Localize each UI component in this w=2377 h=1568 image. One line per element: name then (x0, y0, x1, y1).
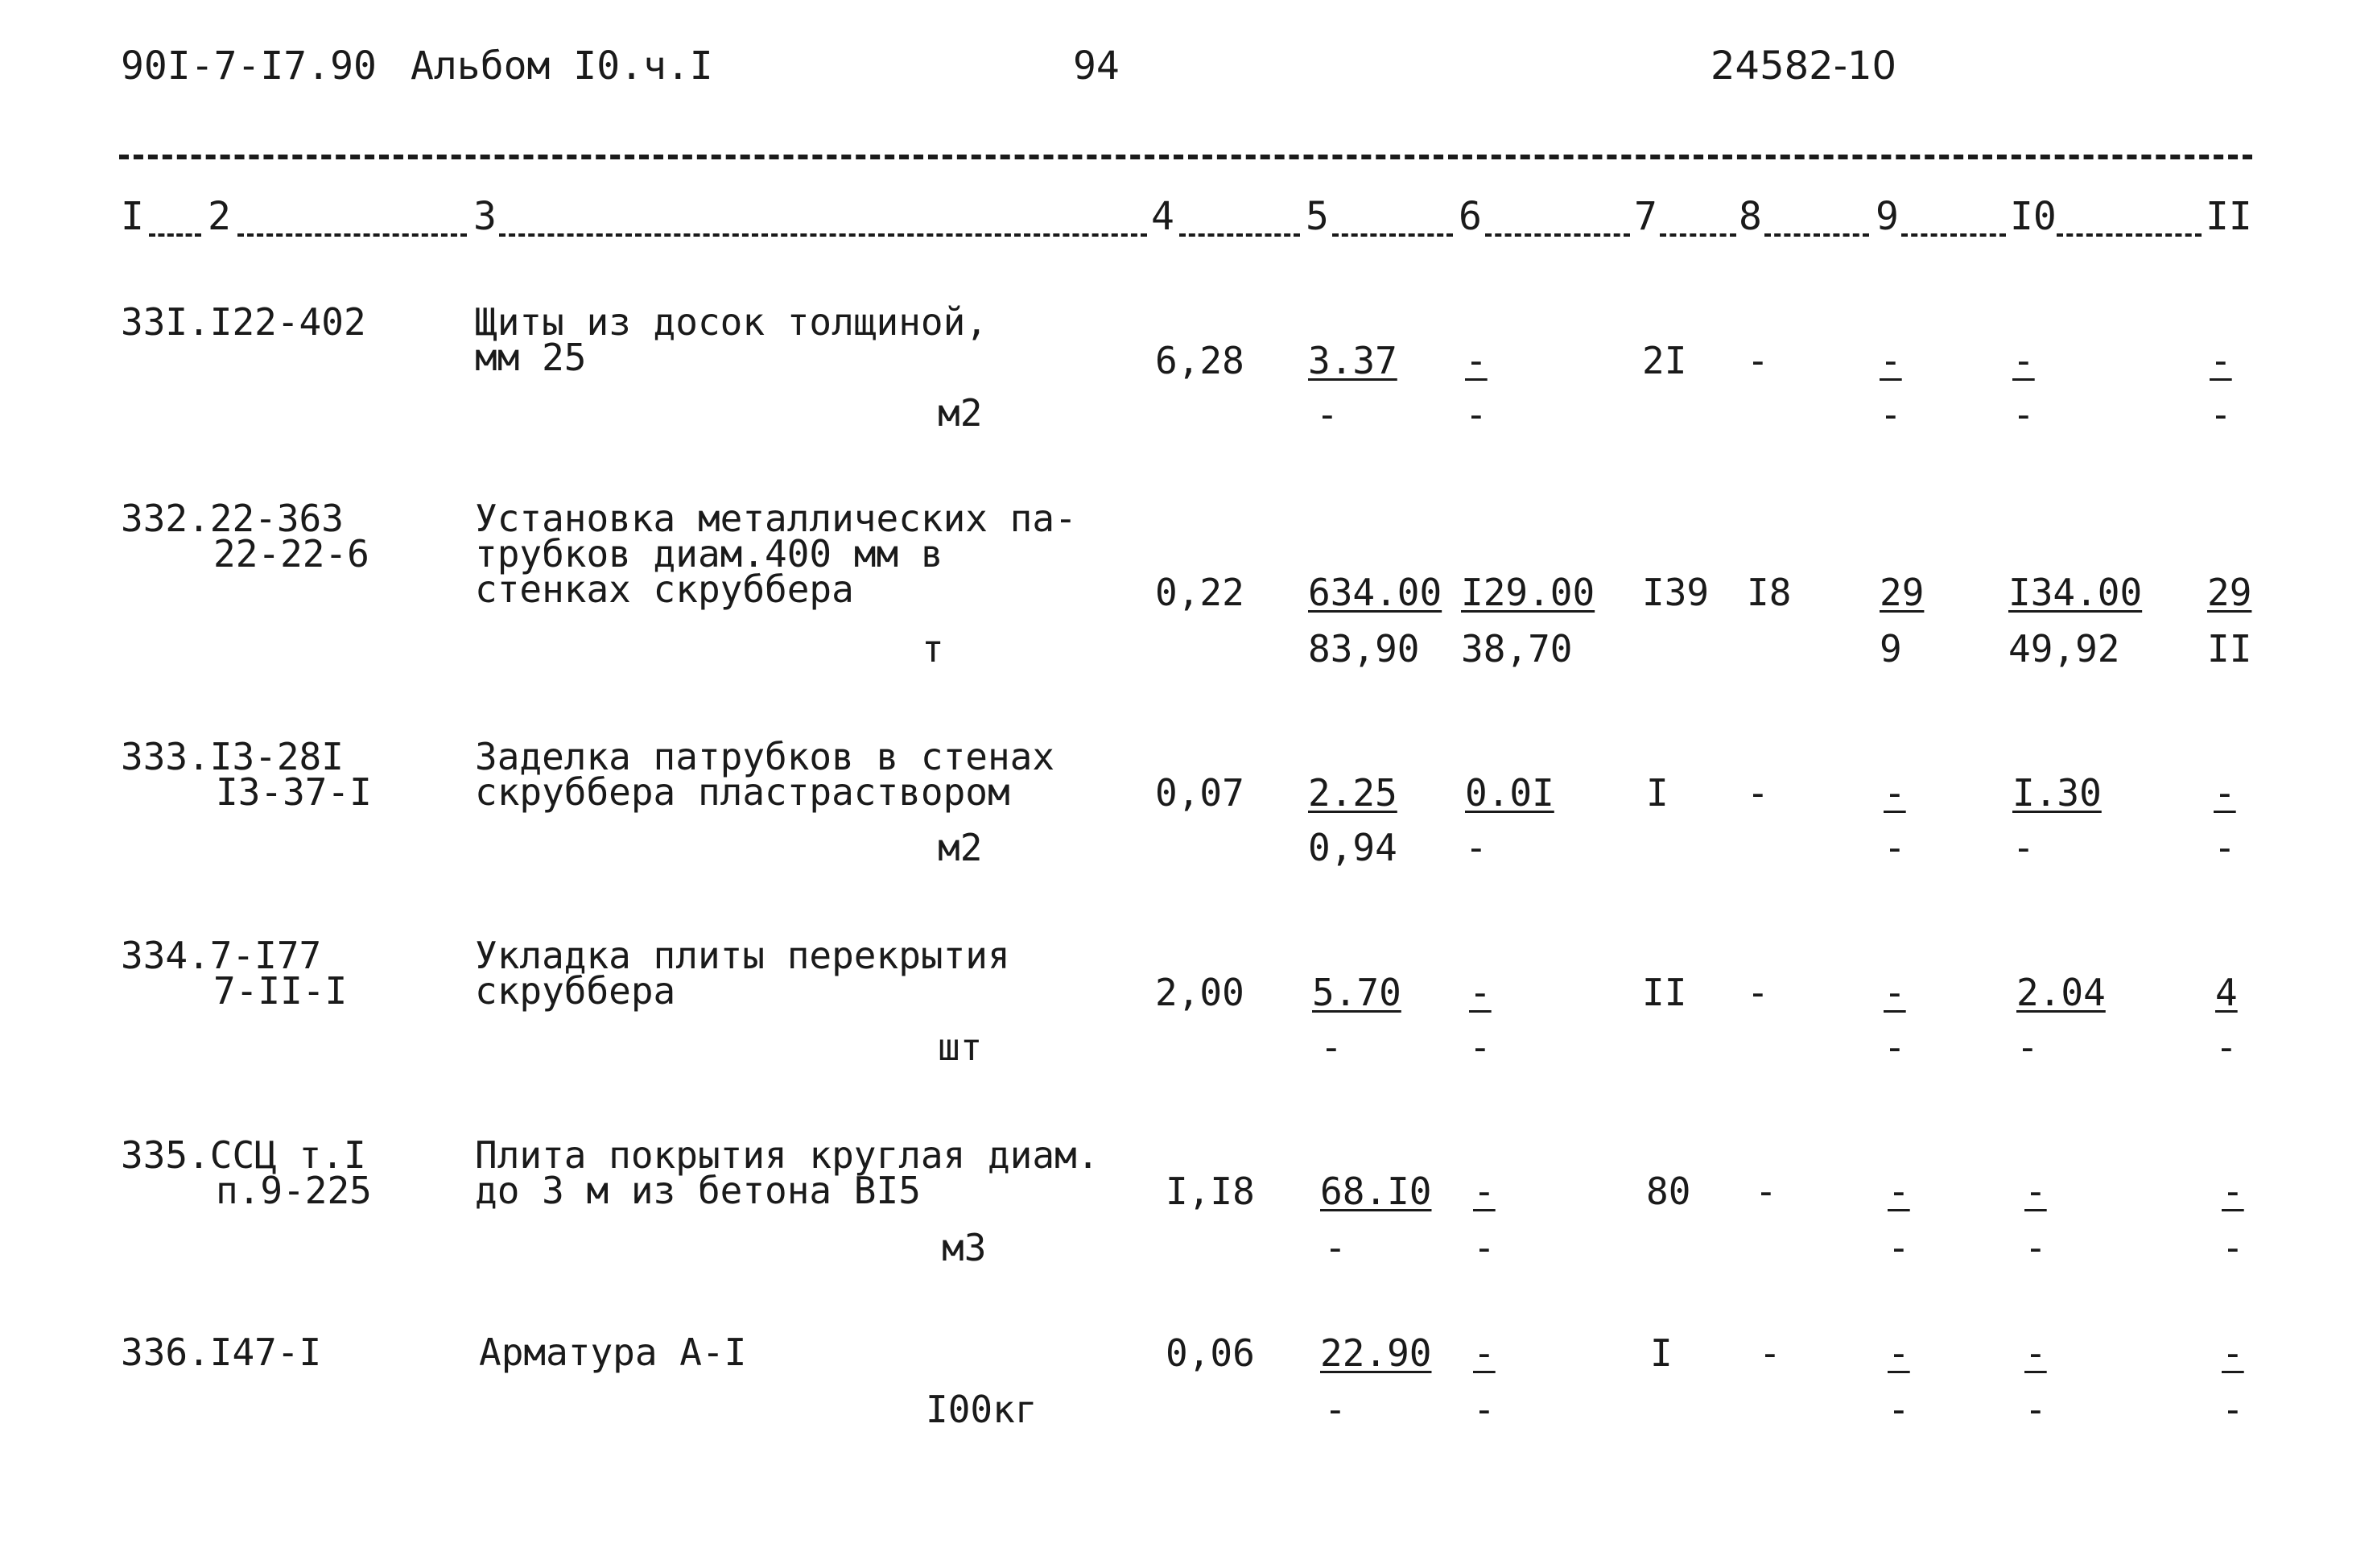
unit-of-measure: м2 (938, 826, 983, 869)
col8-value: - (1755, 1170, 1777, 1213)
item-description: скруббера пластраствором (475, 770, 1010, 814)
cost-sub-value: 0,94 (1308, 826, 1397, 869)
col10-value: - (2024, 1170, 2047, 1213)
col9-value: - (1888, 1331, 1910, 1375)
header-rule (119, 155, 2252, 159)
item-description: Плита покрытия круглая диам. (475, 1133, 1100, 1177)
col6-sub-value: 38,70 (1461, 627, 1573, 671)
cost-value: 5.70 (1312, 971, 1401, 1014)
col11-value: 29 (2207, 571, 2252, 614)
col10-value: I.30 (2012, 771, 2102, 815)
cost-value: 634.00 (1308, 571, 1442, 614)
item-description: скруббера (475, 969, 676, 1013)
col6-value: - (1473, 1331, 1496, 1375)
col10-sub-value: - (2012, 826, 2035, 869)
quantity-value: 6,28 (1155, 339, 1244, 382)
col7-value: 2I (1642, 339, 1687, 382)
col9-sub-value: - (1880, 393, 1902, 436)
cost-value: 2.25 (1308, 771, 1397, 815)
col7-value: I (1650, 1331, 1673, 1375)
col10-sub-value: - (2024, 1226, 2047, 1269)
col9-value: 29 (1880, 571, 1925, 614)
col10-sub-value: - (2024, 1388, 2047, 1431)
col6-sub-value: - (1465, 826, 1488, 869)
item-code: 22-22-6 (213, 532, 369, 576)
col6-value: - (1465, 339, 1488, 382)
cost-value: 3.37 (1308, 339, 1397, 382)
col10-sub-value: - (2016, 1025, 2039, 1069)
col8-value: - (1747, 771, 1769, 815)
item-code: п.9-225 (216, 1169, 372, 1212)
cost-sub-value: - (1324, 1388, 1347, 1431)
col-head-2: 2 (208, 194, 231, 239)
item-description: Арматура А-I (479, 1331, 747, 1374)
quantity-value: 2,00 (1155, 971, 1244, 1014)
col11-value: - (2222, 1331, 2244, 1375)
item-description: стенках скруббера (475, 567, 854, 611)
col10-sub-value: - (2012, 393, 2035, 436)
document-code: 90I-7-I7.90 (121, 43, 377, 89)
col8-value: - (1759, 1331, 1781, 1375)
col10-sub-value: 49,92 (2008, 627, 2120, 671)
item-description: до 3 м из бетона BI5 (475, 1169, 921, 1212)
page-number: 94 (1073, 43, 1120, 89)
cost-sub-value: - (1320, 1025, 1343, 1069)
col11-sub-value: - (2222, 1226, 2244, 1269)
col11-value: - (2210, 339, 2232, 382)
col-head-dash (1332, 233, 1453, 237)
col-head-8: 8 (1739, 194, 1762, 239)
col6-value: - (1473, 1170, 1496, 1213)
col11-value: 4 (2215, 971, 2238, 1014)
unit-of-measure: I00кг (926, 1388, 1038, 1431)
col7-value: I (1646, 771, 1669, 815)
cost-sub-value: 83,90 (1308, 627, 1420, 671)
quantity-value: I,I8 (1166, 1170, 1255, 1213)
col6-value: 0.0I (1465, 771, 1554, 815)
item-code: 332.22-363 (121, 497, 344, 540)
col-head-dash (237, 233, 467, 237)
cost-value: 22.90 (1320, 1331, 1432, 1375)
col9-sub-value: - (1888, 1226, 1910, 1269)
col9-sub-value: - (1884, 1025, 1906, 1069)
col8-value: - (1747, 339, 1769, 382)
item-code: 336.I47-I (121, 1331, 322, 1374)
col-head-10: I0 (2010, 194, 2057, 239)
col8-value: - (1747, 971, 1769, 1014)
col9-value: - (1888, 1170, 1910, 1213)
col-head-3: 3 (473, 194, 497, 239)
item-description: мм 25 (475, 336, 587, 379)
cost-sub-value: - (1316, 393, 1339, 436)
col-head-dash (1660, 233, 1736, 237)
col6-value: I29.00 (1461, 571, 1595, 614)
col-head-5: 5 (1306, 194, 1329, 239)
cost-sub-value: - (1324, 1226, 1347, 1269)
col7-value: 80 (1646, 1170, 1691, 1213)
col6-sub-value: - (1465, 393, 1488, 436)
unit-of-measure: м3 (942, 1226, 987, 1269)
col10-value: 2.04 (2016, 971, 2106, 1014)
col7-value: I39 (1642, 571, 1710, 614)
col9-value: - (1880, 339, 1902, 382)
col-head-1: I (121, 194, 144, 239)
col-head-dash (2057, 233, 2202, 237)
album-label: Альбом I0.ч.I (411, 43, 713, 89)
col6-sub-value: - (1473, 1388, 1496, 1431)
item-description: Установка металлических па- (475, 497, 1077, 540)
col-head-dash (499, 233, 1147, 237)
col11-sub-value: - (2215, 1025, 2238, 1069)
cost-value: 68.I0 (1320, 1170, 1432, 1213)
item-description: Заделка патрубков в стенах (475, 735, 1055, 778)
item-code: 335.ССЦ т.I (121, 1133, 366, 1177)
item-code: I3-37-I (216, 770, 372, 814)
col-head-7: 7 (1634, 194, 1657, 239)
item-code: 333.I3-28I (121, 735, 344, 778)
col-head-6: 6 (1459, 194, 1482, 239)
col6-sub-value: - (1469, 1025, 1492, 1069)
quantity-value: 0,06 (1166, 1331, 1255, 1375)
unit-of-measure: шт (938, 1025, 983, 1069)
inventory-number: 24582-10 (1711, 43, 1897, 89)
item-description: трубков диам.400 мм в (475, 532, 943, 576)
col10-value: - (2024, 1331, 2047, 1375)
col11-value: - (2214, 771, 2236, 815)
item-code: 33I.I22-402 (121, 300, 366, 344)
col9-sub-value: - (1884, 826, 1906, 869)
col-head-dash (1485, 233, 1630, 237)
col-head-11: II (2206, 194, 2252, 239)
item-description: Щиты из досок толщиной, (475, 300, 988, 344)
quantity-value: 0,22 (1155, 571, 1244, 614)
quantity-value: 0,07 (1155, 771, 1244, 815)
col8-value: I8 (1747, 571, 1792, 614)
col-head-4: 4 (1151, 194, 1174, 239)
unit-of-measure: т (922, 627, 944, 671)
col9-sub-value: - (1888, 1388, 1910, 1431)
col-head-dash (1179, 233, 1300, 237)
col11-sub-value: - (2210, 393, 2232, 436)
col6-value: - (1469, 971, 1492, 1014)
col11-sub-value: - (2222, 1388, 2244, 1431)
col-head-dash (1901, 233, 2006, 237)
col11-value: - (2222, 1170, 2244, 1213)
item-description: Укладка плиты перекрытия (475, 934, 1010, 977)
col10-value: - (2012, 339, 2035, 382)
col9-value: - (1884, 771, 1906, 815)
unit-of-measure: м2 (938, 391, 983, 435)
col9-sub-value: 9 (1880, 627, 1902, 671)
col-head-9: 9 (1876, 194, 1899, 239)
col6-sub-value: - (1473, 1226, 1496, 1269)
col11-sub-value: - (2214, 826, 2236, 869)
col7-value: II (1642, 971, 1687, 1014)
col9-value: - (1884, 971, 1906, 1014)
col10-value: I34.00 (2008, 571, 2143, 614)
col11-sub-value: II (2207, 627, 2252, 671)
item-code: 334.7-I77 (121, 934, 322, 977)
col-head-dash (1764, 233, 1869, 237)
item-code: 7-II-I (213, 969, 348, 1013)
col-head-dash (149, 233, 201, 237)
